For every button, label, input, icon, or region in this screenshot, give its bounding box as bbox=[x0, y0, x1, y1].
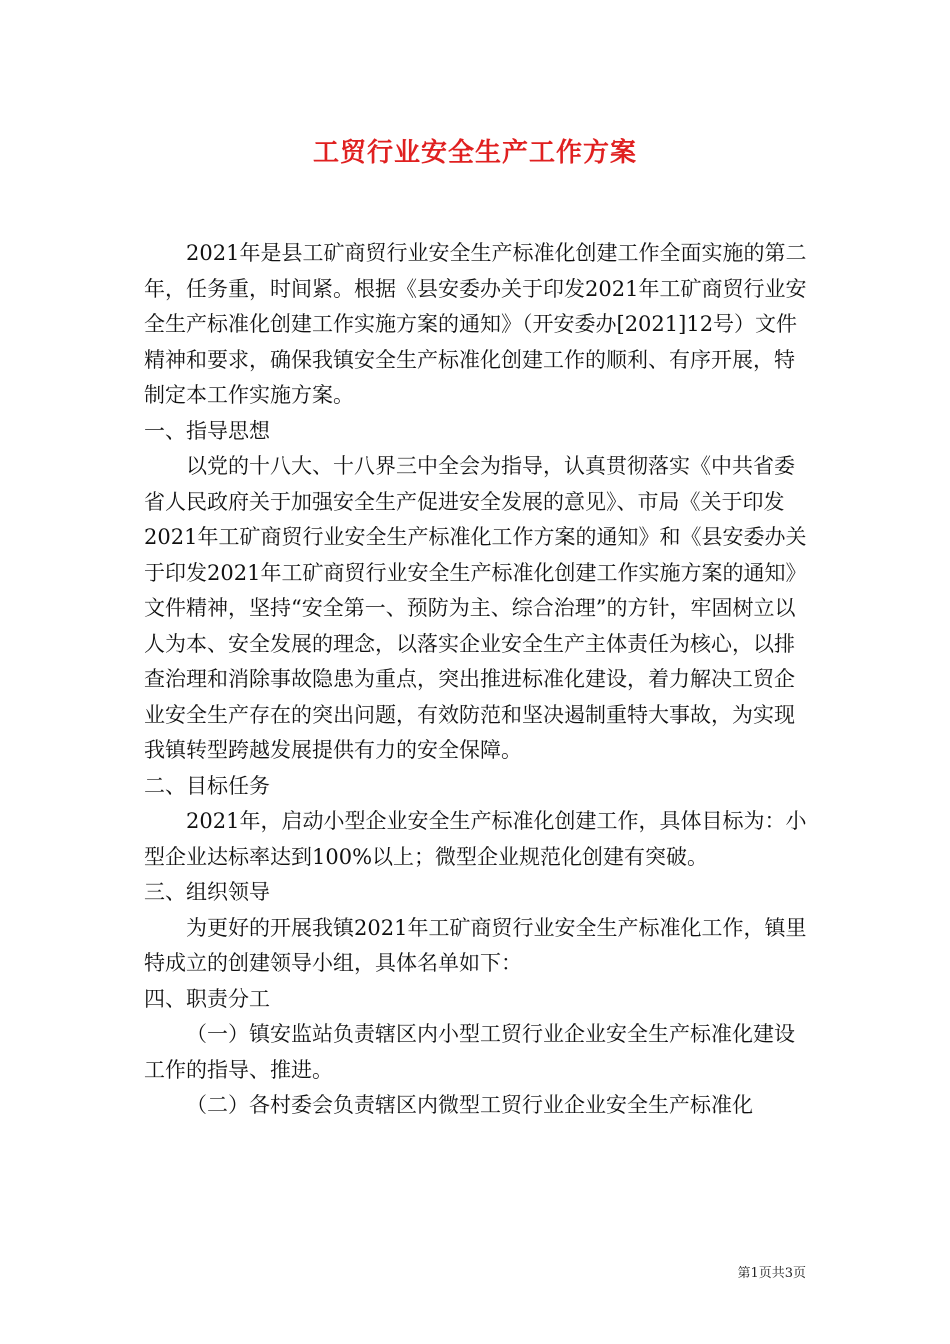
section-heading: 四、职责分工 bbox=[144, 986, 270, 1011]
paragraph: 为更好的开展我镇2021年工矿商贸行业安全生产标准化工作，镇里特成立的创建领导小组，具体名单如下： bbox=[144, 915, 807, 975]
document-body bbox=[144, 236, 810, 1124]
paragraph: 2021年，启动小型企业安全生产标准化创建工作，具体目标为：小型企业达标率达到100%以上；微型企业规范化创建有突破。 bbox=[144, 809, 807, 869]
section-heading: 一、指导思想 bbox=[144, 418, 270, 443]
section-heading: 三、组织领导 bbox=[144, 880, 270, 904]
paragraph: （一）镇安监站负责辖区内小型工贸行业企业安全生产标准化建设工作的指导、推进。 bbox=[144, 1022, 795, 1082]
paragraph: 2021年是县工矿商贸行业安全生产标准化创建工作全面实施的第二年，任务重，时间紧。根据《县安委办关于印发2021年工矿商贸行业安全生产标准化创建工作实施方案的通知》（开安委办[2021]12号）文件精神和要求，确保我镇安全生产标准化创建工作的顺利、有序开展，特制定本工作实施方案。 bbox=[144, 241, 807, 407]
section-heading: 二、目标任务 bbox=[144, 773, 270, 798]
page-number: 第1页共3页 bbox=[737, 1266, 806, 1281]
document-title: 工贸行业安全生产工作方案 bbox=[312, 138, 637, 168]
paragraph: （二）各村委会负责辖区内微型工贸行业企业安全生产标准化 bbox=[186, 1093, 753, 1117]
paragraph: 以党的十八大、十八界三中全会为指导，认真贯彻落实《中共省委省人民政府关于加强安全生产促进安全发展的意见》、市局《关于印发2021年工矿商贸行业安全生产标准化工作方案的通知》和《县安委办关于印发2021年工矿商贸行业安全生产标准化创建工作实施方案的通知》文件精神，坚持“安全第一、预防为主、综合治理”的方针，牢固树立以人为本、安全发展的理念，以落实企业安全生产主体责任为核心，以排查治理和消除事故隐患为重点，突出推进标准化建设，着力解决工贸企业安全生产存在的突出问题，有效防范和坚决遏制重特大事故，为实现我镇转型跨越发展提供有力的安全保障。 bbox=[144, 454, 807, 762]
